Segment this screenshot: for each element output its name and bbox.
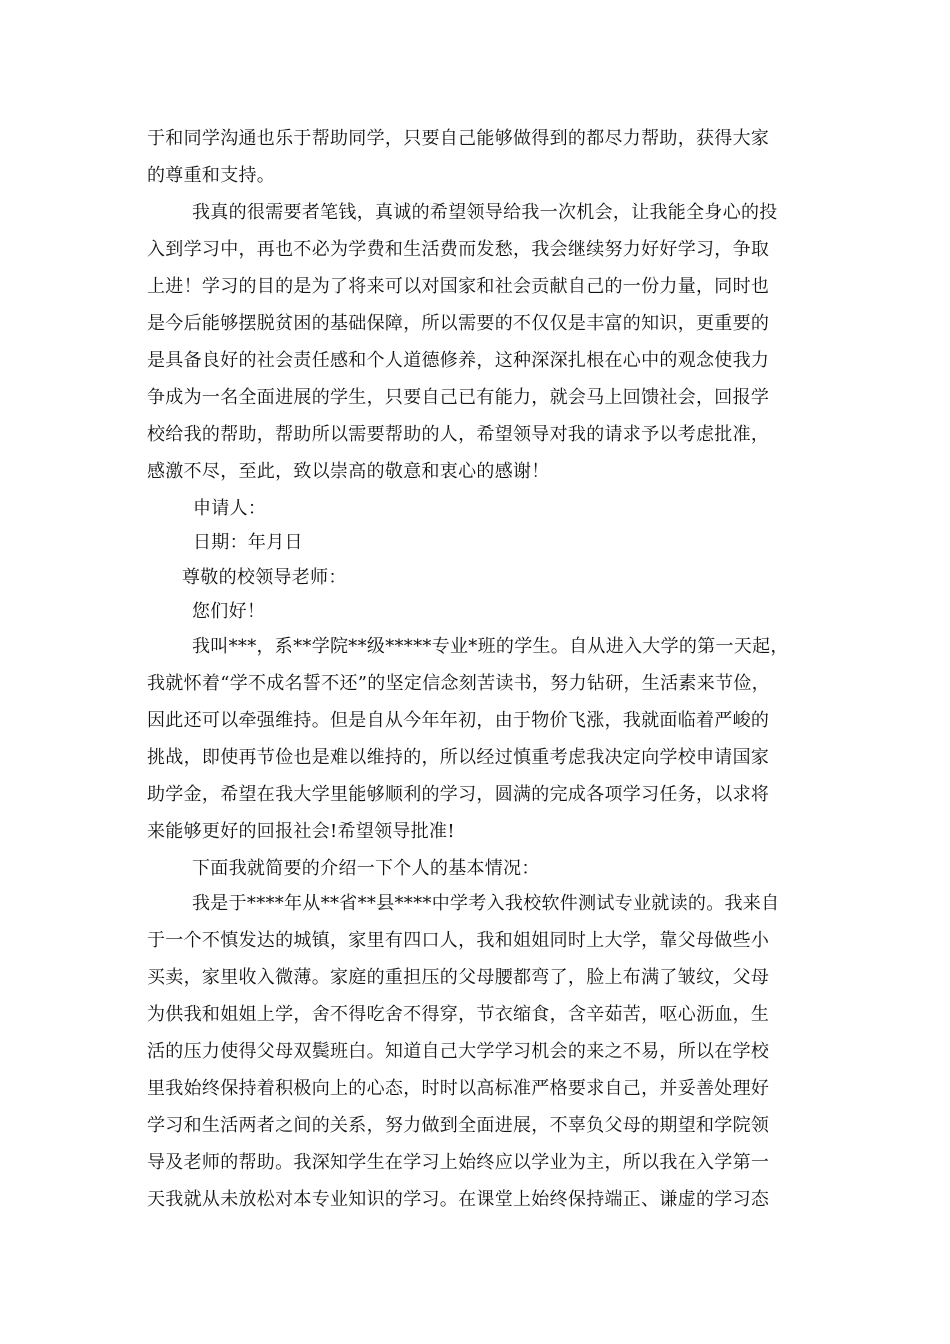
text-line: 助学金，希望在我大学里能够顺利的学习，圆满的完成各项学习任务，以求将	[147, 784, 770, 805]
text-line: 来能够更好的回报社会!希望领导批准!	[147, 821, 455, 842]
text-line: 是具备良好的社会责任感和个人道德修养，这种深深扎根在心中的观念使我力	[147, 350, 770, 371]
text-line: 感激不尽，至此，致以崇高的敬意和衷心的感谢！	[147, 461, 550, 482]
text-line: 学习和生活两者之间的关系，努力做到全面进展，不辜负父母的期望和学院领	[147, 1115, 770, 1136]
text-line: 因此还可以牵强维持。但是自从今年年初，由于物价飞涨，我就面临着严峻的	[147, 710, 770, 731]
text-line: 我真的很需要者笔钱，真诚的希望领导给我一次机会，让我能全身心的投	[192, 202, 778, 223]
applicant-label: 申请人：	[193, 498, 267, 519]
text-line: 天我就从未放松对本专业知识的学习。在课堂上始终保持端正、谦虚的学习态	[147, 1189, 770, 1210]
salutation: 尊敬的校领导老师：	[182, 567, 347, 588]
text-line: 挑战，即使再节俭也是难以维持的，所以经过慎重考虑我决定向学校申请国家	[147, 747, 770, 768]
date-label: 日期：年月日	[193, 532, 303, 553]
text-line: 为供我和姐姐上学，舍不得吃舍不得穿，节衣缩食，含辛茹苦，呕心沥血，生	[147, 1004, 770, 1025]
text-line: 买卖，家里收入微薄。家庭的重担压的父母腰都弯了，脸上布满了皱纹，父母	[147, 967, 770, 988]
text-line: 里我始终保持着积极向上的心态，时时以高标准严格要求自己，并妥善处理好	[147, 1078, 770, 1099]
greeting: 您们好！	[192, 601, 266, 622]
text-line: 导及老师的帮助。我深知学生在学习上始终应以学业为主，所以我在入学第一	[147, 1152, 770, 1173]
text-line: 我就怀着“学不成名誓不还”的坚定信念刻苦读书，努力钻研，生活素来节俭，	[147, 673, 770, 694]
text-line: 下面我就简要的介绍一下个人的基本情况：	[192, 858, 540, 879]
text-line: 我叫***，系**学院**级*****专业*班的学生。自从进入大学的第一天起，	[192, 636, 789, 657]
text-line: 活的压力使得父母双鬓班白。知道自己大学学习机会的来之不易，所以在学校	[147, 1041, 770, 1062]
text-line: 我是于****年从**省**县****中学考入我校软件测试专业就读的。我来自	[192, 893, 780, 914]
text-line: 入到学习中，再也不必为学费和生活费而发愁，我会继续努力好好学习，争取	[147, 239, 770, 260]
text-line: 上进！学习的目的是为了将来可以对国家和社会贡献自己的一份力量，同时也	[147, 276, 770, 297]
text-line: 的尊重和支持。	[147, 165, 276, 186]
text-line: 校给我的帮助，帮助所以需要帮助的人，希望领导对我的请求予以考虑批准，	[147, 424, 770, 445]
text-line: 争成为一名全面进展的学生，只要自己已有能力，就会马上回馈社会，回报学	[147, 387, 770, 408]
text-line: 于和同学沟通也乐于帮助同学，只要自己能够做得到的都尽力帮助，获得大家	[147, 128, 770, 149]
text-line: 于一个不慎发达的城镇，家里有四口人，我和姐姐同时上大学，靠父母做些小	[147, 930, 770, 951]
text-line: 是今后能够摆脱贫困的基础保障，所以需要的不仅仅是丰富的知识，更重要的	[147, 313, 770, 334]
